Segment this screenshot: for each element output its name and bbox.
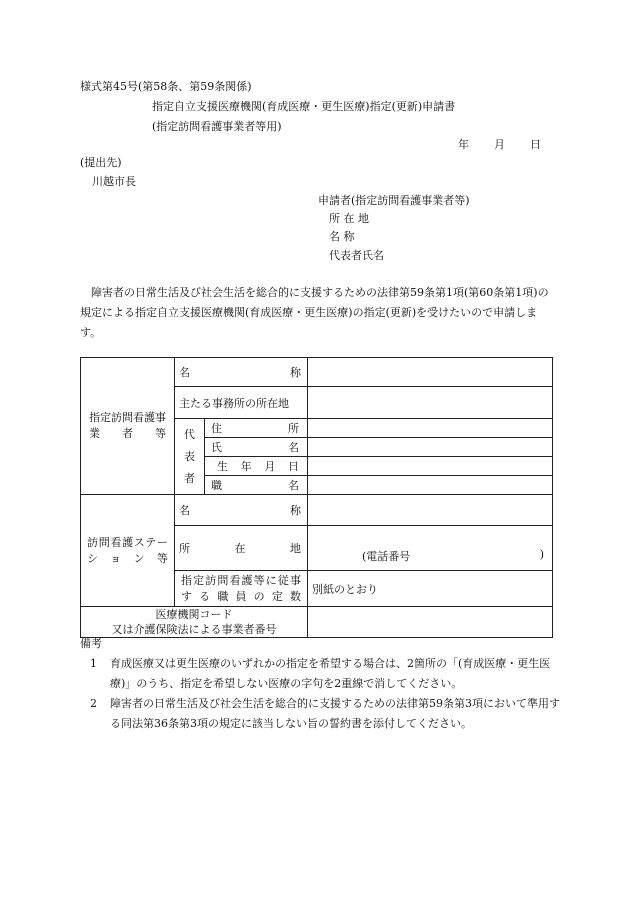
station-name-value[interactable] [308, 495, 553, 526]
rep-address-label: 住 所 [205, 419, 308, 438]
main-office-value[interactable] [308, 387, 553, 419]
rep-address-value[interactable] [308, 419, 553, 438]
note-text: 障害者の日常生活及び社会生活を総合的に支援するための法律第59条第3項において準用する同法第36条第3項の規定に該当しない旨の誓約書を添付してください。 [110, 697, 560, 730]
provider-header: 指定訪問看護事業者等 [89, 411, 166, 440]
rep-header-cell [175, 419, 205, 495]
phone-label: (電話番号 [362, 550, 411, 563]
applicant-heading: 申請者(指定訪問看護事業者等) [318, 194, 470, 207]
note-number: 1 [90, 657, 97, 670]
applicant-address-label: 所 在 地 [329, 212, 369, 225]
application-table [80, 357, 553, 638]
rep-header: 代表者 [184, 427, 195, 485]
notes-heading: 備考 [80, 637, 102, 650]
code-label-line1: 医療機関コード [155, 608, 233, 621]
rep-birthdate-value[interactable] [308, 457, 553, 476]
station-address-value[interactable] [308, 526, 553, 571]
date-month: 月 [494, 138, 505, 151]
note-item [80, 654, 560, 694]
staff-label-cell [175, 571, 308, 607]
provider-name-label: 名 称 [179, 366, 301, 379]
date-year: 年 [458, 138, 469, 151]
applicant-name-label: 名 称 [329, 230, 355, 243]
main-office-label: 主たる事務所の所在地 [175, 387, 308, 419]
form-title: 指定自立支援医療機関(育成医療・更生医療)指定(更新)申請書 [152, 100, 456, 113]
applicant-representative-label: 代表者氏名 [329, 249, 384, 262]
staff-value: 別紙のとおり [308, 571, 553, 607]
code-label-cell [81, 607, 308, 638]
provider-name-value[interactable] [308, 358, 553, 387]
station-address-label-cell [175, 526, 308, 571]
provider-header-cell [81, 358, 175, 495]
station-name-label-cell [175, 495, 308, 526]
rep-name-label: 氏 名 [205, 438, 308, 457]
station-name-label: 名 称 [179, 504, 301, 517]
note-number: 2 [90, 697, 97, 710]
rep-name-value[interactable] [308, 438, 553, 457]
note-item [80, 694, 560, 734]
recipient-name: 川越市長 [92, 175, 136, 188]
staff-label: 指定訪問看護等に従事する職員の定数 [181, 573, 301, 603]
station-header: 訪問看護ステーション等 [87, 535, 168, 565]
date-day: 日 [530, 138, 541, 151]
form-number: 様式第45号(第58条、第59条関係) [80, 80, 252, 93]
statement-paragraph: 障害者の日常生活及び社会生活を総合的に支援するための法律第59条第1項(第60条第1項)の規定による指定自立支援医療機関(育成医療・更生医療)の指定(更新)を受けたいので申請します。 [80, 286, 549, 339]
station-header-cell [81, 495, 175, 607]
code-label-line2: 又は介護保険法による事業者番号 [111, 623, 277, 636]
station-address-label: 所 在 地 [179, 542, 301, 555]
rep-position-label: 職 名 [205, 476, 308, 495]
note-text: 育成医療又は更生医療のいずれかの指定を希望する場合は、2箇所の「(育成医療・更生医療)」のうち、指定を希望しない医療の字句を2重線で消してください。 [110, 657, 551, 690]
rep-birthdate-label: 生 年 月 日 [205, 457, 308, 476]
rep-position-value[interactable] [308, 476, 553, 495]
code-value[interactable] [308, 607, 553, 638]
provider-name-label-cell [175, 358, 308, 387]
recipient-label: (提出先) [80, 156, 122, 169]
phone-close: ) [539, 548, 544, 561]
form-subtitle: (指定訪問看護事業者等用) [152, 120, 282, 133]
notes-section [80, 634, 560, 734]
